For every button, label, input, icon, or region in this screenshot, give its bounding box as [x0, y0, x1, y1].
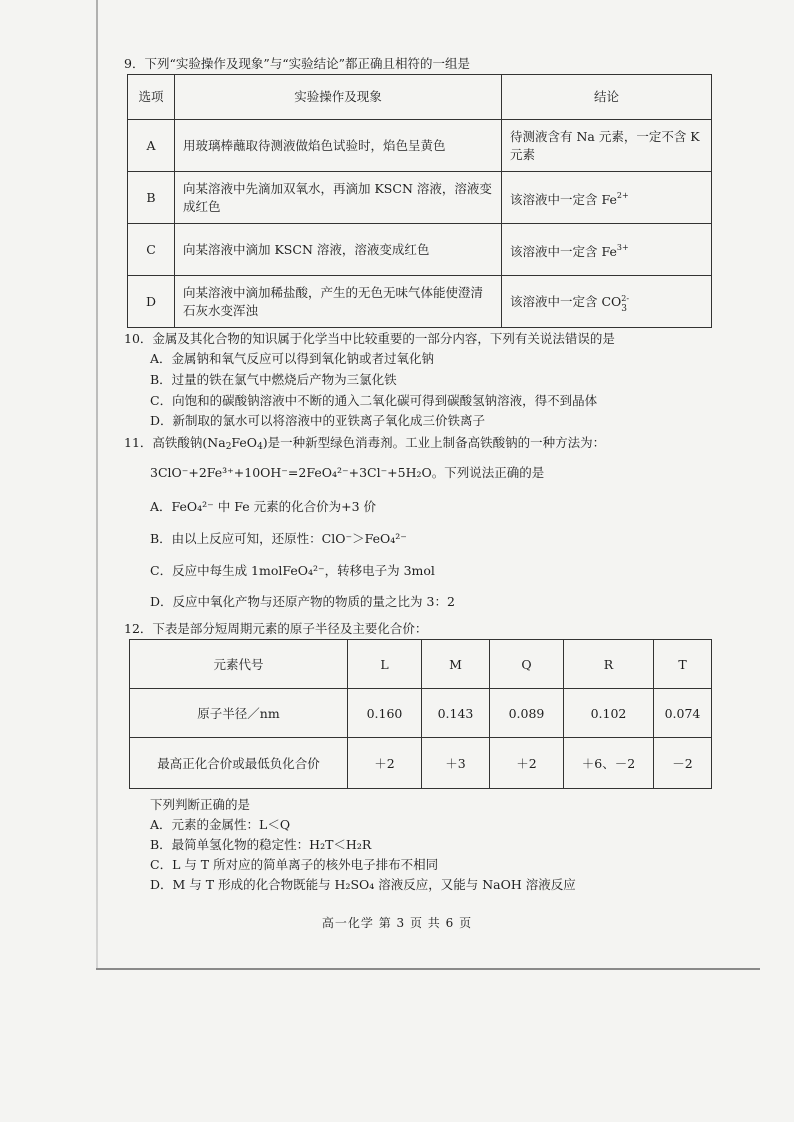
q11-option-c: C．反应中每生成 1molFeO₄²⁻，转移电子为 3mol — [150, 563, 435, 578]
q10-option-b: B．过量的铁在氯气中燃烧后产物为三氯化铁 — [150, 372, 397, 387]
q10-option-a: A．金属钠和氧气反应可以得到氧化钠或者过氧化钠 — [150, 351, 435, 366]
q9-operation-b: 向某溶液中先滴加双氧水，再滴加 KSCN 溶液，溶液变成红色 — [175, 172, 502, 224]
q12-cell-code-r: R — [564, 640, 654, 689]
q9-option-b: B — [128, 172, 175, 224]
q9-row-d — [128, 276, 712, 328]
q12-row-code — [130, 640, 712, 689]
q12-cell-code-t: T — [654, 640, 712, 689]
q12-judge: 下列判断正确的是 — [150, 797, 251, 812]
q12-cell-code-q: Q — [490, 640, 564, 689]
q9-conclusion-d-charge: 2- — [621, 293, 630, 303]
q9-operation-c: 向某溶液中滴加 KSCN 溶液，溶液变成红色 — [175, 224, 502, 276]
q9-stem: 9．下列“实验操作及现象”与“实验结论”都正确且相符的一组是 — [124, 56, 471, 71]
q12-cell-valence-q: ＋2 — [490, 738, 564, 789]
q9-conclusion-c-text: 该溶液中一定含 Fe — [510, 243, 617, 259]
q12-cell-valence-l: ＋2 — [348, 738, 422, 789]
q12-cell-radius-r: 0.102 — [564, 689, 654, 738]
q12-cell-valence-t: －2 — [654, 738, 712, 789]
q11-stem-pre: 11．高铁酸钠(Na — [124, 435, 226, 450]
q11-stem-post: )是一种新型绿色消毒剂。工业上制备高铁酸钠的一种方法为： — [262, 435, 606, 450]
q9-conclusion-d-text: 该溶液中一定含 CO — [510, 293, 622, 309]
q10-stem: 10．金属及其化合物的知识属于化学当中比较重要的一部分内容，下列有关说法错误的是 — [124, 331, 615, 346]
q9-conclusion-c — [502, 224, 712, 276]
q9-operation-d: 向某溶液中滴加稀盐酸，产生的无色无味气体能使澄清石灰水变浑浊 — [175, 276, 502, 328]
q9-conclusion-b-charge: 2+ — [616, 190, 629, 200]
q9-header-conclusion: 结论 — [502, 75, 712, 120]
q12-cell-label-radius: 原子半径／nm — [130, 689, 348, 738]
q12-option-c: C．L 与 T 所对应的简单离子的核外电子排布不相同 — [150, 857, 439, 872]
q12-cell-label-code: 元素代号 — [130, 640, 348, 689]
q9-option-c: C — [128, 224, 175, 276]
q12-cell-label-valence: 最高正化合价或最低负化合价 — [130, 738, 348, 789]
q12-row-valence — [130, 738, 712, 789]
q9-conclusion-d — [502, 276, 712, 328]
q9-conclusion-c-charge: 3+ — [616, 242, 629, 252]
q9-conclusion-a: 待测液含有 Na 元素，一定不含 K 元素 — [502, 120, 712, 172]
q11-option-b: B．由以上反应可知，还原性：ClO⁻＞FeO₄²⁻ — [150, 531, 407, 546]
scan-left-edge — [96, 0, 98, 970]
q12-cell-valence-m: ＋3 — [422, 738, 490, 789]
q12-cell-radius-l: 0.160 — [348, 689, 422, 738]
bottom-rule — [96, 968, 760, 970]
q9-row-a — [128, 120, 712, 172]
q9-header-option: 选项 — [128, 75, 175, 120]
q11-stem — [124, 435, 605, 455]
q11-option-d: D．反应中氧化产物与还原产物的物质的量之比为 3：2 — [150, 594, 455, 609]
q9-option-a: A — [128, 120, 175, 172]
q12-row-radius — [130, 689, 712, 738]
q11-stem-mid: FeO — [231, 435, 258, 450]
q12-cell-code-m: M — [422, 640, 490, 689]
q9-operation-a: 用玻璃棒蘸取待测液做焰色试验时，焰色呈黄色 — [175, 120, 502, 172]
q12-cell-radius-m: 0.143 — [422, 689, 490, 738]
q9-conclusion-d-subscript: 3 — [621, 303, 628, 314]
q9-option-d: D — [128, 276, 175, 328]
q11-equation: 3ClO⁻+2Fe³⁺+10OH⁻=2FeO₄²⁻+3Cl⁻+5H₂O。下列说法正确的是 — [150, 465, 545, 480]
q9-row-c — [128, 224, 712, 276]
q10-option-d: D．新制取的氯水可以将溶液中的亚铁离子氧化成三价铁离子 — [150, 413, 486, 428]
page-footer: 高一化学 第 3 页 共 6 页 — [321, 916, 473, 930]
q12-option-d: D．M 与 T 形成的化合物既能与 H₂SO₄ 溶液反应，又能与 NaOH 溶液反应 — [150, 877, 576, 892]
q12-cell-radius-q: 0.089 — [490, 689, 564, 738]
q12-option-b: B．最简单氢化物的稳定性：H₂T＜H₂R — [150, 837, 372, 852]
q9-table — [127, 74, 712, 328]
q12-cell-code-l: L — [348, 640, 422, 689]
q12-stem: 12．下表是部分短周期元素的原子半径及主要化合价： — [124, 621, 428, 636]
q9-header-operation: 实验操作及现象 — [175, 75, 502, 120]
q11-stem-sub1: 2 — [225, 442, 232, 452]
q10-option-c: C．向饱和的碳酸钠溶液中不断的通入二氧化碳可得到碳酸氢钠溶液，得不到晶体 — [150, 393, 598, 408]
q9-conclusion-b — [502, 172, 712, 224]
q9-row-b — [128, 172, 712, 224]
q12-table — [129, 639, 712, 789]
q9-conclusion-b-text: 该溶液中一定含 Fe — [510, 191, 617, 207]
q12-option-a: A．元素的金属性：L＜Q — [150, 817, 291, 832]
q11-option-a: A．FeO₄²⁻ 中 Fe 元素的化合价为+3 价 — [150, 499, 376, 514]
q12-cell-radius-t: 0.074 — [654, 689, 712, 738]
q11-stem-sub2: 4 — [257, 442, 263, 452]
q12-cell-valence-r: ＋6、－2 — [564, 738, 654, 789]
